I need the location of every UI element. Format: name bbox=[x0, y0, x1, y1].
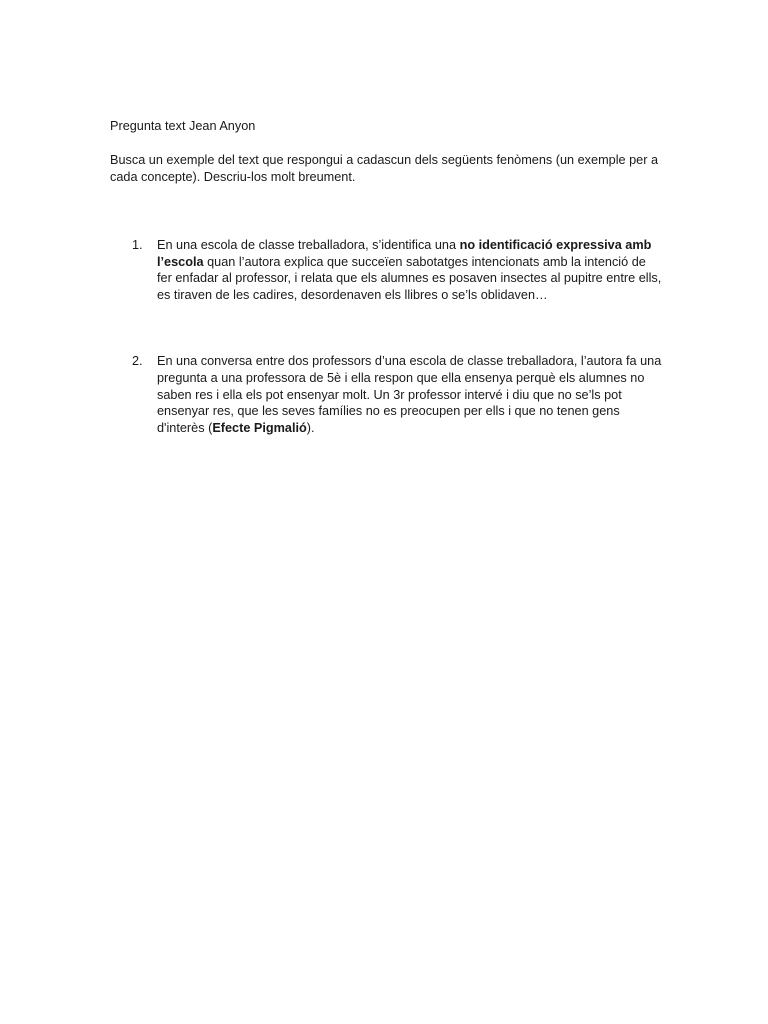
list-item-number: 1. bbox=[132, 238, 143, 252]
list-item-text bbox=[157, 353, 662, 436]
answer-list bbox=[132, 237, 662, 436]
list-item-number: 2. bbox=[132, 354, 143, 369]
list-item bbox=[132, 353, 662, 436]
concept-term-bold: no identificació expressiva amb l’escola bbox=[157, 238, 652, 269]
document-title: Pregunta text Jean Anyon bbox=[110, 119, 256, 133]
instructions-paragraph: Busca un exemple del text que respongui a cadascun dels següents fenòmens (un exemple per a cada concepte). Descriu-los molt breument. bbox=[110, 153, 659, 184]
item-text-before: En una escola de classe treballadora, s’identifica una bbox=[157, 238, 460, 252]
item-text-after: quan l’autora explica que succeïen sabotatges intencionats amb la intenció de fer enfadar al professor, i relata que els alumnes es posaven insectes al pupitre entre ells, es tiraven de les cadires, desordenaven els llibres o se’ls oblidaven… bbox=[157, 254, 662, 302]
list-item-text bbox=[157, 237, 662, 303]
concept-term-bold: Efecte Pigmalió bbox=[212, 420, 307, 435]
list-item bbox=[132, 237, 662, 303]
item-text-before: En una conversa entre dos professors d’una escola de classe treballadora, l’autora fa una pregunta a una professora de 5è i ella respon que ella ensenya perquè els alumnes no saben res i ella els pot ensenyar molt. Un 3r professor intervé i diu que no se’ls pot ensenyar res, que les seves famílies no es preocupen per ells i que no tenen gens d'interès ( bbox=[157, 354, 662, 435]
item-text-after: ). bbox=[306, 420, 315, 435]
